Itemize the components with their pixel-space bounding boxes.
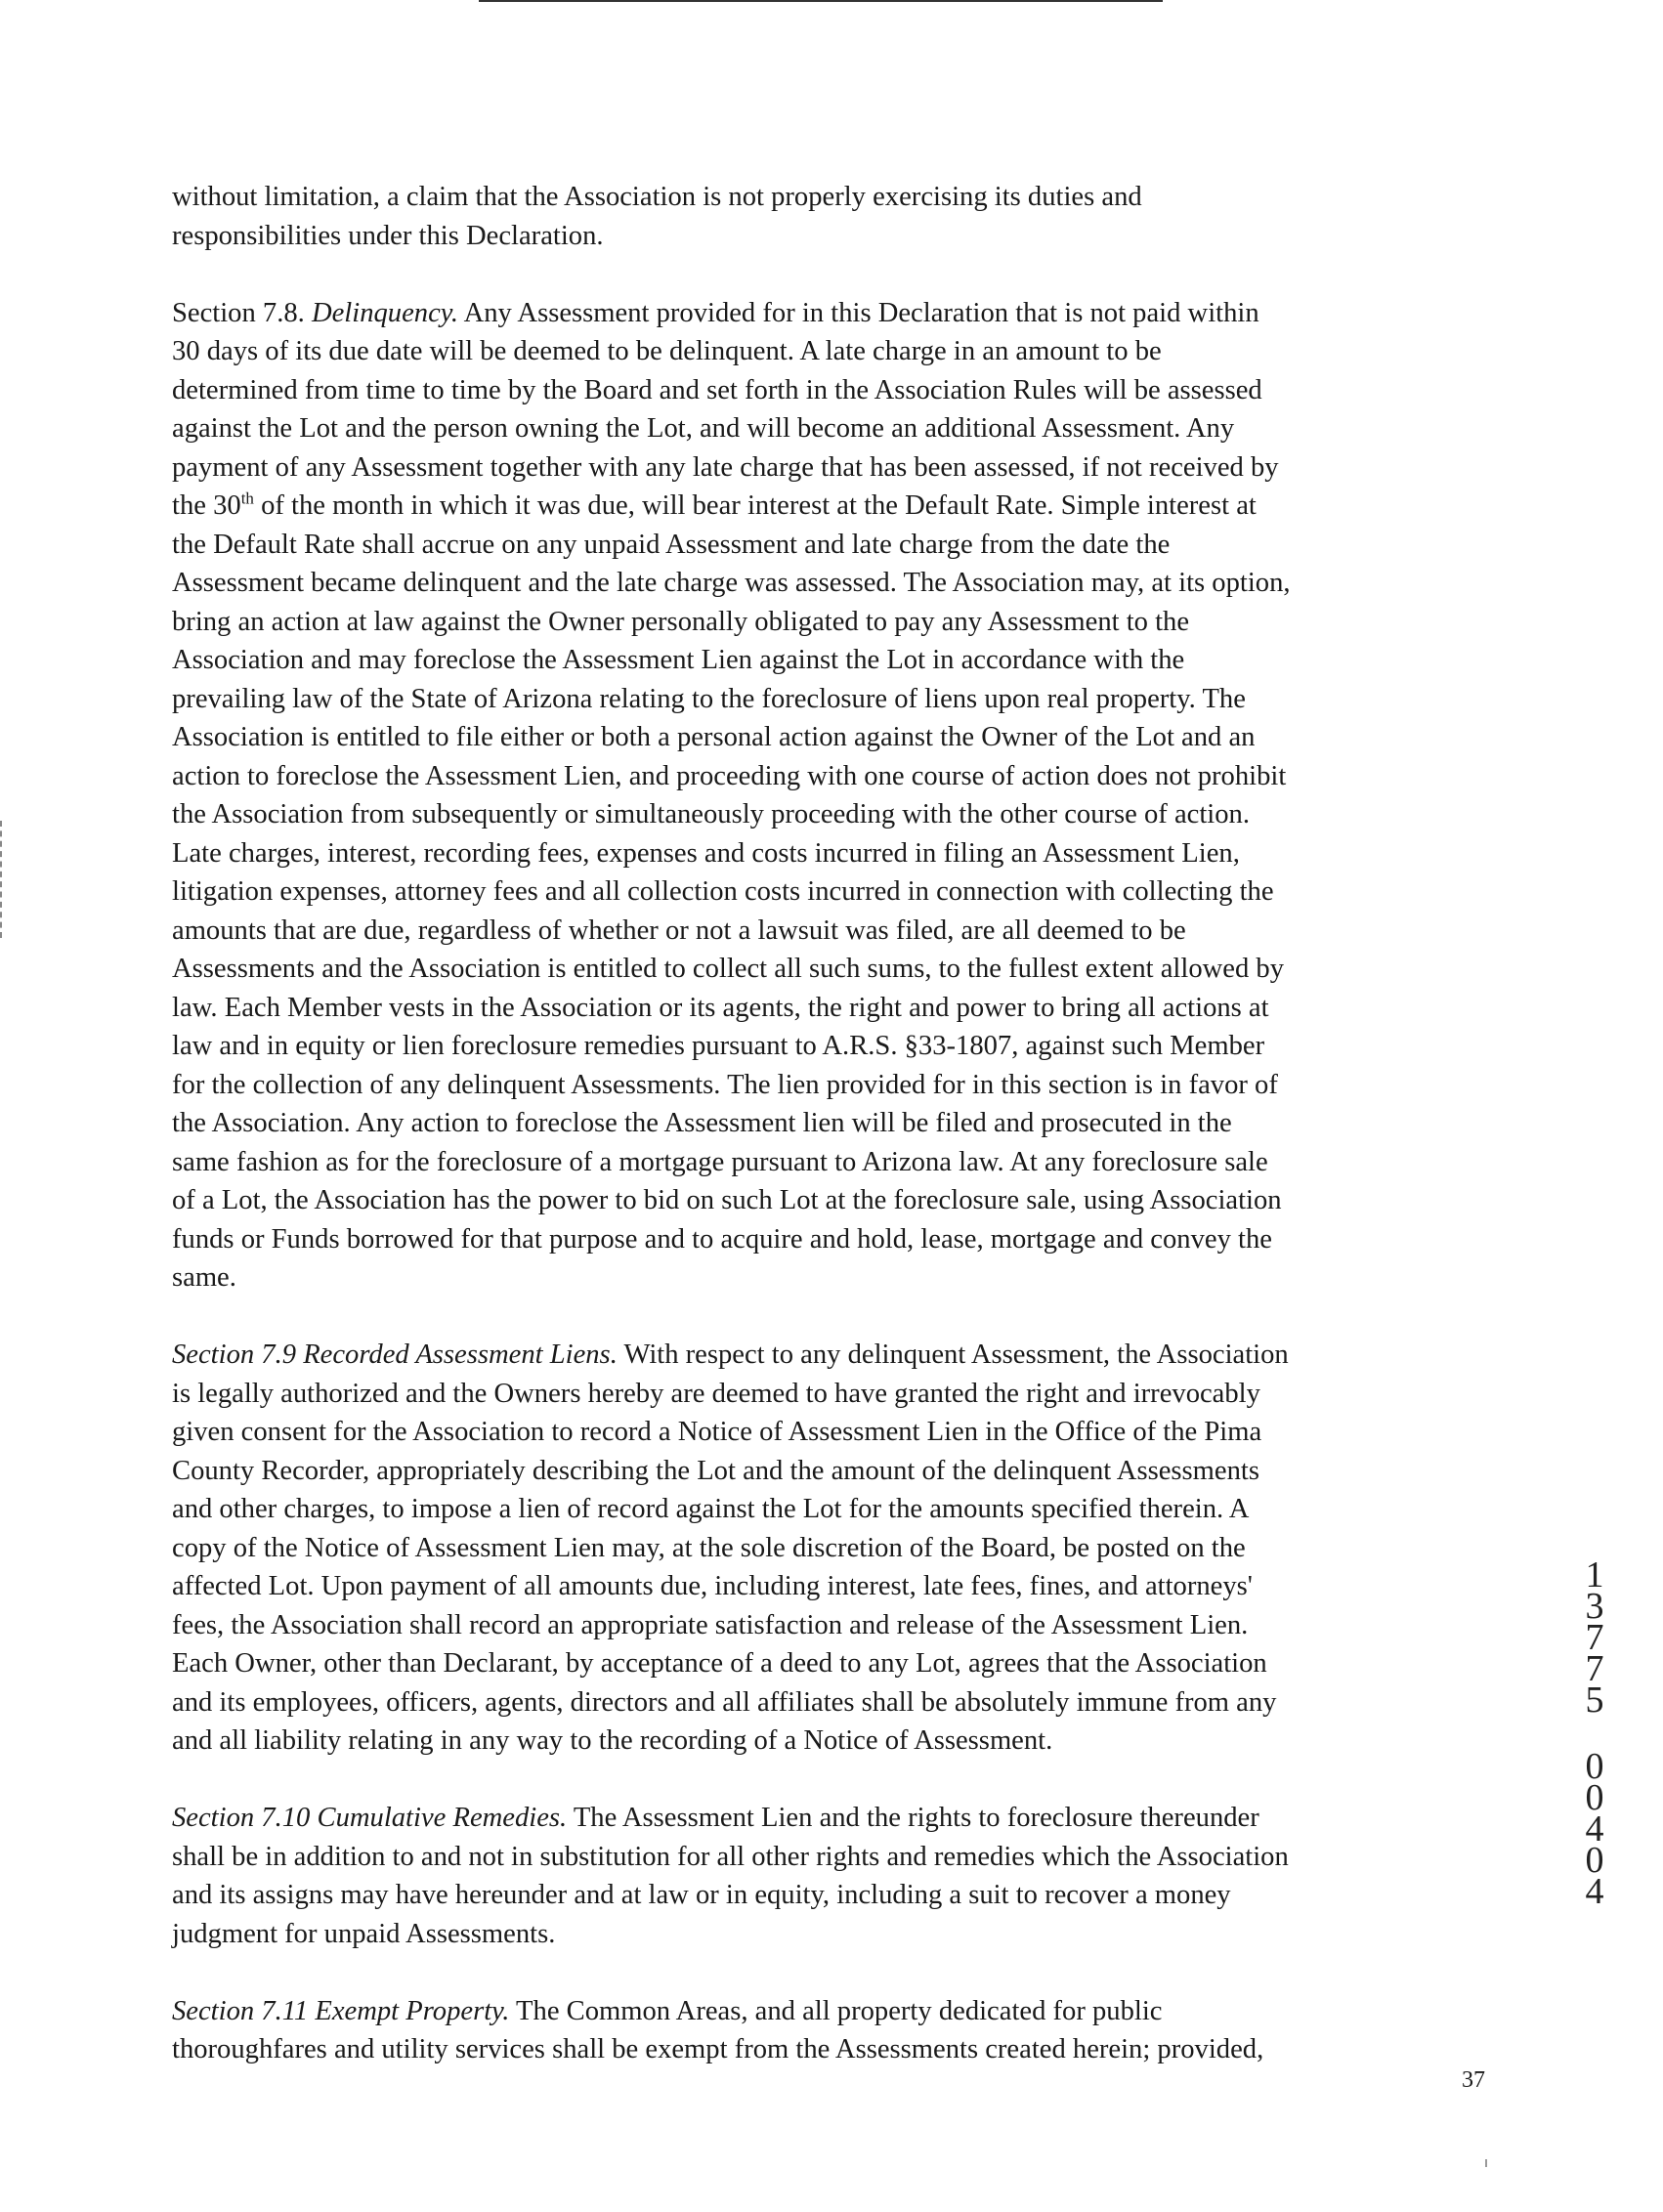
text-line: shall be in addition to and not in substitution for all other rights and remedies which the Association [172,1841,1289,1872]
paragraph-continuation [172,178,1486,255]
text-line: same fashion as for the foreclosure of a mortgage pursuant to Arizona law. At any foreclosure sale [172,1146,1268,1177]
stamp-digit: 5 [1585,1680,1604,1721]
section-heading: Section 7.9 Recorded Assessment Liens. [172,1340,618,1370]
text-line: and its assigns may have hereunder and at law or in equity, including a suit to recover a money [172,1880,1231,1910]
text-line: action to foreclose the Assessment Lien, and proceeding with one course of action does not prohibit [172,760,1287,791]
text-line: prevailing law of the State of Arizona relating to the foreclosure of liens upon real property. The [172,683,1246,714]
text-line: Assessments and the Association is entitled to collect all such sums, to the fullest extent allowed by [172,954,1284,984]
stamp-digit: 0 [1585,1777,1604,1818]
text-line: fees, the Association shall record an appropriate satisfaction and release of the Assessment Lien. [172,1609,1249,1640]
stamp-digit: 3 [1585,1586,1604,1627]
text-line: litigation expenses, attorney fees and all collection costs incurred in connection with collecting the [172,876,1274,907]
text-line: against the Lot and the person owning the Lot, and will become an additional Assessment. Any [172,413,1235,444]
text-line: bring an action at law against the Owner personally obligated to pay any Assessment to the [172,606,1190,637]
text-line: payment of any Assessment together with any late charge that has been assessed, if not received by [172,451,1279,483]
text-line: thoroughfares and utility services shall be exempt from the Assessments created herein; provided, [172,2034,1264,2064]
text-line: and other charges, to impose a lien of record against the Lot for the amounts specified therein. A [172,1494,1250,1524]
scan-edge-mark [0,821,2,938]
stamp-digit: 7 [1585,1617,1604,1658]
text-line: for the collection of any delinquent Assessments. The lien provided for in this section is in favor of [172,1069,1278,1100]
top-scan-rule [479,0,1163,2]
text-line: Association and may foreclose the Assessment Lien against the Lot in accordance with the [172,645,1185,675]
section-7-10-cumulative-remedies [172,1799,1486,1953]
text-line: affected Lot. Upon payment of all amounts due, including interest, late fees, fines, and attorneys' [172,1571,1253,1601]
section-7-11-exempt-property [172,1992,1486,2069]
section-heading: Section 7.10 Cumulative Remedies. [172,1803,568,1833]
text-line: judgment for unpaid Assessments. [172,1918,556,1949]
text-fragment: With respect to any delinquent Assessment, the Association [617,1340,1289,1370]
ordinal-suffix: th [240,489,254,508]
text-line: given consent for the Association to record a Notice of Assessment Lien in the Office of the Pima [172,1417,1262,1447]
text-line: County Recorder, appropriately describing the Lot and the amount of the delinquent Assessments [172,1455,1259,1486]
text-line: the Default Rate shall accrue on any unpaid Assessment and late charge from the date the [172,529,1171,560]
text-fragment: the 30 [172,490,241,521]
scan-speck [1485,2159,1487,2167]
text-line: the Association from subsequently or simultaneously proceeding with the other course of action. [172,799,1250,830]
section-7-8-delinquency [172,294,1486,1297]
stamp-digit: 1 [1585,1554,1604,1595]
text-fragment: The Assessment Lien and the rights to foreclosure thereunder [567,1803,1259,1833]
stamp-digit: 4 [1585,1808,1604,1850]
document-body [172,178,1486,2069]
text-line [172,294,1486,333]
text-line: and its employees, officers, agents, directors and all affiliates shall be absolutely immune from any [172,1686,1277,1718]
text-line: law. Each Member vests in the Association or its agents, the right and power to bring all actions at [172,992,1269,1023]
recording-number-stamp [1581,1554,1608,1912]
text-line: is legally authorized and the Owners hereby are deemed to have granted the right and irrevocably [172,1378,1260,1409]
text-line: Association is entitled to file either or both a personal action against the Owner of the Lot and an [172,722,1256,752]
section-heading: Delinquency. [311,297,459,328]
stamp-digit: 7 [1585,1648,1604,1689]
text-line: and all liability relating in any way to the recording of a Notice of Assessment. [172,1725,1053,1756]
page-number: 37 [1462,2067,1485,2093]
text-line: funds or Funds borrowed for that purpose and to acquire and hold, lease, mortgage and convey the [172,1223,1272,1255]
text-fragment: The Common Areas, and all property dedicated for public [509,1995,1163,2026]
section-number: Section 7.8. [172,297,312,328]
text-fragment: of the month in which it was due, will bear interest at the Default Rate. Simple interest at [253,490,1257,521]
text-line [172,1992,1486,2031]
text-line: Assessment became delinquent and the late charge was assessed. The Association may, at its option, [172,568,1291,598]
text-line: determined from time to time by the Board and set forth in the Association Rules will be assessed [172,374,1262,405]
section-7-9-recorded-assessment-liens [172,1336,1486,1761]
text-line: Late charges, interest, recording fees, expenses and costs incurred in filing an Assessment Lien, [172,837,1240,869]
stamp-digit: 4 [1585,1871,1604,1912]
text-line [172,1336,1486,1375]
text-line: Each Owner, other than Declarant, by acceptance of a deed to any Lot, agrees that the Association [172,1648,1267,1679]
text-line: responsibilities under this Declaration. [172,220,604,251]
text-fragment: Any Assessment provided for in this Declaration that is not paid within [458,297,1259,328]
text-line: copy of the Notice of Assessment Lien may, at the sole discretion of the Board, be posted on the [172,1532,1246,1563]
text-line: without limitation, a claim that the Association is not properly exercising its duties and [172,182,1142,212]
text-line: amounts that are due, regardless of whether or not a lawsuit was filed, are all deemed to be [172,915,1186,946]
text-line: the Association. Any action to foreclose the Assessment lien will be filed and prosecuted in the [172,1108,1232,1138]
text-line: same. [172,1262,236,1293]
section-heading: Section 7.11 Exempt Property. [172,1995,510,2026]
stamp-digit: 0 [1585,1746,1604,1787]
text-line: of a Lot, the Association has the power to bid on such Lot at the foreclosure sale, using Association [172,1185,1282,1215]
text-line: 30 days of its due date will be deemed to be delinquent. A late charge in an amount to be [172,336,1162,366]
text-line [172,1799,1486,1838]
text-line [172,487,1486,526]
stamp-digit: 0 [1585,1840,1604,1881]
text-line: law and in equity or lien foreclosure remedies pursuant to A.R.S. §33-1807, against such Member [172,1031,1265,1061]
